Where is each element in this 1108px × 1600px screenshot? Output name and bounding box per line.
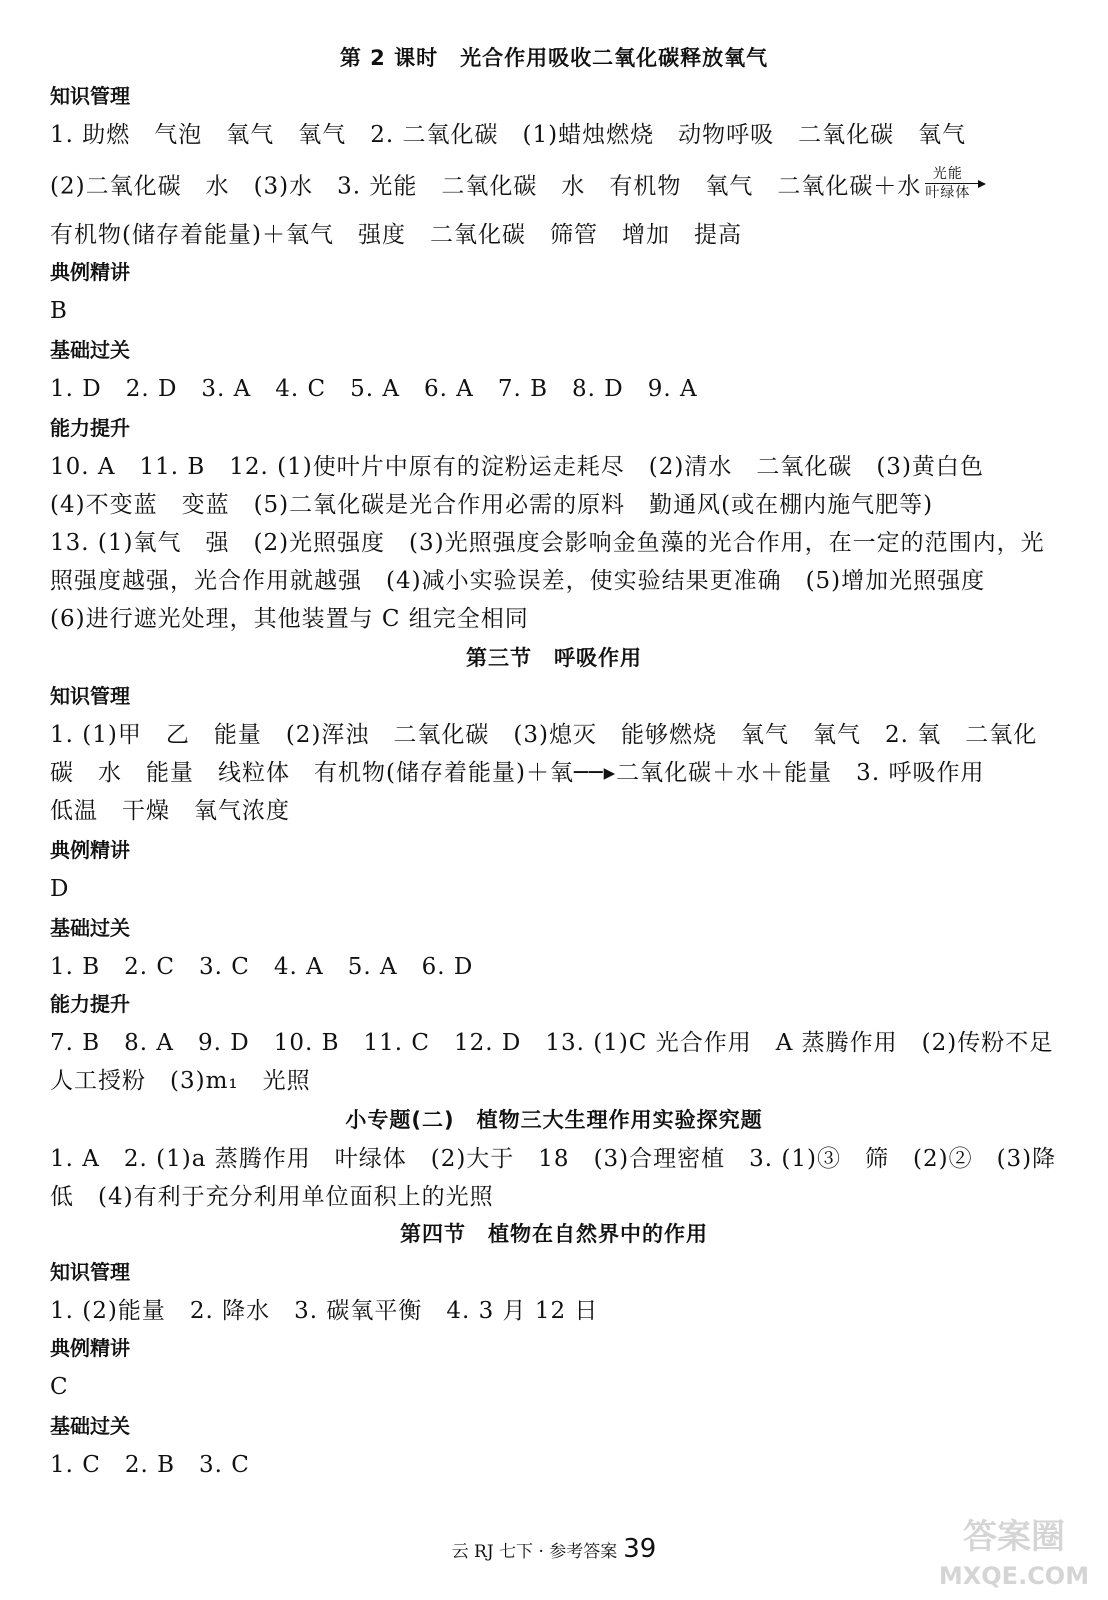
answer-line: 1. A 2. (1)a 蒸腾作用 叶绿体 (2)大于 18 (3)合理密植 3. (1)③ 筛 (2)② (3)降 <box>50 1146 1057 1172</box>
text-line: 碳 水 能量 线粒体 有机物(储存着能量)＋氧──▸二氧化碳＋水＋能量 3. 呼吸作用 <box>50 760 985 786</box>
section-title-lesson2: 第 2 课时 光合作用吸收二氧化碳释放氧气 <box>339 46 769 70</box>
subheading-knowledge: 知识管理 <box>50 84 130 108</box>
answer-line: (4)不变蓝 变蓝 (5)二氧化碳是光合作用必需的原料 勤通风(或在棚内施气肥等) <box>50 492 934 518</box>
section-title-topic2: 小专题(二) 植物三大生理作用实验探究题 <box>345 1108 763 1132</box>
watermark-icon <box>934 1500 1094 1592</box>
answer-line: D <box>50 876 70 902</box>
footer-label: 云 RJ 七下 · 参考答案 <box>451 1542 618 1562</box>
watermark-title: 答案圈 <box>963 1517 1065 1557</box>
section-title-plants-nature: 第四节 植物在自然界中的作用 <box>400 1222 708 1246</box>
answer-line: 低 (4)有利于充分利用单位面积上的光照 <box>50 1184 494 1210</box>
subheading-basics: 基础过关 <box>50 338 130 362</box>
answer-line: 人工授粉 (3)m₁ 光照 <box>50 1068 311 1094</box>
subheading-ability: 能力提升 <box>50 416 130 440</box>
answer-line: 1. D 2. D 3. A 4. C 5. A 6. A 7. B 8. D 9. A <box>50 376 698 402</box>
text-line: 低温 干燥 氧气浓度 <box>50 798 290 824</box>
arrow-condition-bottom: 叶绿体 <box>925 185 971 201</box>
answer-line: 13. (1)氧气 强 (2)光照强度 (3)光照强度会影响金鱼藻的光合作用，在一定的范围内，光 <box>50 530 1045 556</box>
text-line-with-equation <box>50 166 1068 205</box>
answer-line: 7. B 8. A 9. D 10. B 11. C 12. D 13. (1)C 光合作用 A 蒸腾作用 (2)传粉不足 <box>50 1030 1054 1056</box>
answer-line: 1. C 2. B 3. C <box>50 1452 250 1478</box>
answer-line: 1. (2)能量 2. 降水 3. 碳氧平衡 4. 3 月 12 日 <box>50 1298 599 1324</box>
answer-line: 照强度越强，光合作用就越强 (4)减小实验误差，使实验结果更准确 (5)增加光照强度 <box>50 568 986 594</box>
answer-line: B <box>50 298 68 324</box>
watermark-url: MXQE.COM <box>938 1562 1090 1590</box>
subheading-examples: 典例精讲 <box>50 260 130 284</box>
subheading-examples: 典例精讲 <box>50 1336 130 1360</box>
answer-line: 1. B 2. C 3. C 4. A 5. A 6. D <box>50 954 474 980</box>
subheading-knowledge: 知识管理 <box>50 684 130 708</box>
reaction-arrow <box>925 166 984 201</box>
subheading-knowledge: 知识管理 <box>50 1260 130 1284</box>
answer-line: (6)进行遮光处理，其他装置与 C 组完全相同 <box>50 606 529 632</box>
subheading-ability: 能力提升 <box>50 992 130 1016</box>
section-title-respiration: 第三节 呼吸作用 <box>466 646 642 670</box>
subheading-examples: 典例精讲 <box>50 838 130 862</box>
subheading-basics: 基础过关 <box>50 1414 130 1438</box>
subheading-basics: 基础过关 <box>50 916 130 940</box>
page-number: 39 <box>623 1534 657 1564</box>
answer-line: 10. A 11. B 12. (1)使叶片中原有的淀粉运走耗尽 (2)清水 二氧化碳 (3)黄白色 <box>50 454 984 480</box>
text-segment: (2)二氧化碳 水 (3)水 3. 光能 二氧化碳 水 有机物 氧气 二氧化碳＋水 <box>50 173 922 200</box>
text-line: 1. 助燃 气泡 氧气 氧气 2. 二氧化碳 (1)蜡烛燃烧 动物呼吸 二氧化碳 氧气 <box>50 122 967 148</box>
text-line: 1. (1)甲 乙 能量 (2)浑浊 二氧化碳 (3)熄灭 能够燃烧 氧气 氧气 2. 氧 二氧化 <box>50 722 1038 748</box>
answer-line: C <box>50 1374 69 1400</box>
arrow-condition-top: 光能 <box>925 166 984 184</box>
text-line: 有机物(储存着能量)＋氧气 强度 二氧化碳 筛管 增加 提高 <box>50 222 742 248</box>
watermark-logo <box>934 1500 1094 1592</box>
